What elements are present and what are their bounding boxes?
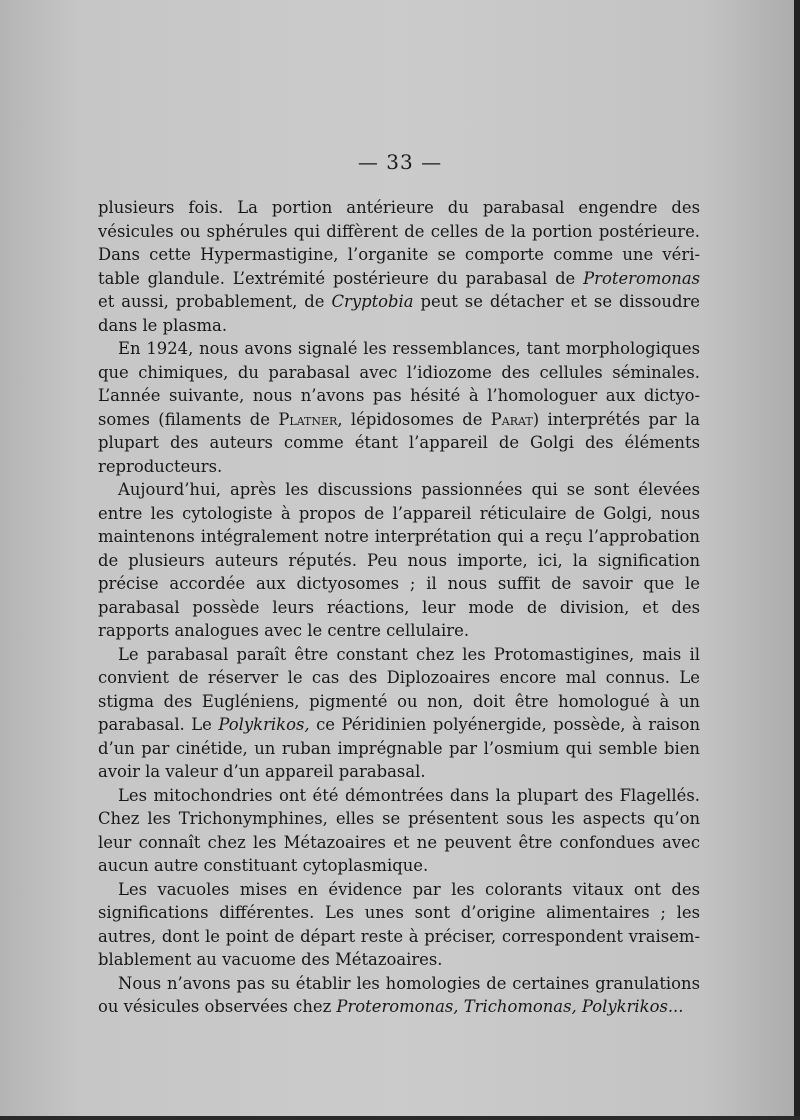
paragraph-2-author-platner: Platner <box>278 409 338 429</box>
paragraph-2-text-a: En 1924, nous avons signalé les ressemblances, tant morphologiques que chimiques, du parabasal avec l’idiozome des cellules séminales. L’année suivante, nous n’avons pas hésité à l’homologuer aux dictyosomes (filaments de <box>98 339 700 429</box>
paragraph-3: Aujourd’hui, après les discussions passionnées qui se sont élevées entre les cytologiste à propos de l’appareil réticulaire de Golgi, nous maintenons intégralement notre interprétation qui a reçu l’approbation de plusieurs auteurs réputés. Peu nous importe, ici, la signification précise accordée aux dictyosomes ; il nous suffit de savoir que le parabasal possède leurs réactions, leur mode de division, et des rapports analogues avec le centre cellulaire. <box>98 480 700 640</box>
paragraph-1-text-c: et aussi, probablement, de <box>98 292 332 311</box>
paragraph-2-author-parat: Parat <box>490 409 533 429</box>
paragraph-2-text-c: , lépidosomes de <box>337 409 491 429</box>
paragraph-2 <box>98 337 700 478</box>
paragraph-4-taxon-polykrikos: Polykrikos, <box>218 715 310 734</box>
paragraph-7 <box>98 972 700 1019</box>
page-number: — 33 — <box>357 150 443 174</box>
paragraph-4 <box>98 643 700 784</box>
paragraph-4-text-a: Le parabasal paraît être constant chez les Protomastigines, mais il convient de réserver le cas des Diplozoaires encore mal connus. Le stigma des Eugléniens, pigmenté ou non, doit être homologué à un parabasal. Le <box>98 644 700 734</box>
paragraph-1-text-a: plusieurs fois. La portion antérieure du parabasal engendre des vésicules ou sphérules qui diffèrent de celles de la portion postérieure. Dans cette Hypermastigine, l’organite se comporte comme une véritable glandule. L’extrémité postérieure du parabasal de <box>98 198 700 288</box>
paragraph-1-taxon-cryptobia: Cryptobia <box>331 292 414 311</box>
text-body <box>98 196 700 1019</box>
paragraph-5: Les mitochondries ont été démontrées dans la plupart des Flagellés. Chez les Trichonymphines, elles se présentent sous les aspects qu’on leur connaît chez les Métazoaires et ne peuvent être confondues avec aucun autre constituant cytoplasmique. <box>98 785 700 875</box>
paragraph-1-text-e: peut se détacher et se dissoudre dans le plasma. <box>98 292 700 335</box>
paragraph-1 <box>98 196 700 337</box>
paragraph-2-text-e: ) interprétés par la plupart des auteurs comme étant l’appareil de Golgi des éléments reproducteurs. <box>98 409 700 476</box>
paragraph-6: Les vacuoles mises en évidence par les colorants vitaux ont des significations différentes. Les unes sont d’origine alimentaires ; les autres, dont le point de départ reste à préciser, correspondent vraisemblablement au vacuome des Métazoaires. <box>98 879 700 969</box>
paragraph-4-text-c: ce Péridinien polyénergide, possède, à raison d’un par cinétide, un ruban imprégnable par l’osmium qui semble bien avoir la valeur d’un appareil parabasal. <box>98 715 700 781</box>
paragraph-7-taxa: Proteromonas, Trichomonas, Polykrikos... <box>336 997 684 1016</box>
paragraph-7-text-a: Nous n’avons pas su établir les homologies de certaines granulations ou vésicules observées chez <box>98 973 700 1016</box>
scan-edge-bottom <box>0 1116 800 1120</box>
paragraph-1-taxon-proteromonas: Proteromonas <box>583 268 700 288</box>
